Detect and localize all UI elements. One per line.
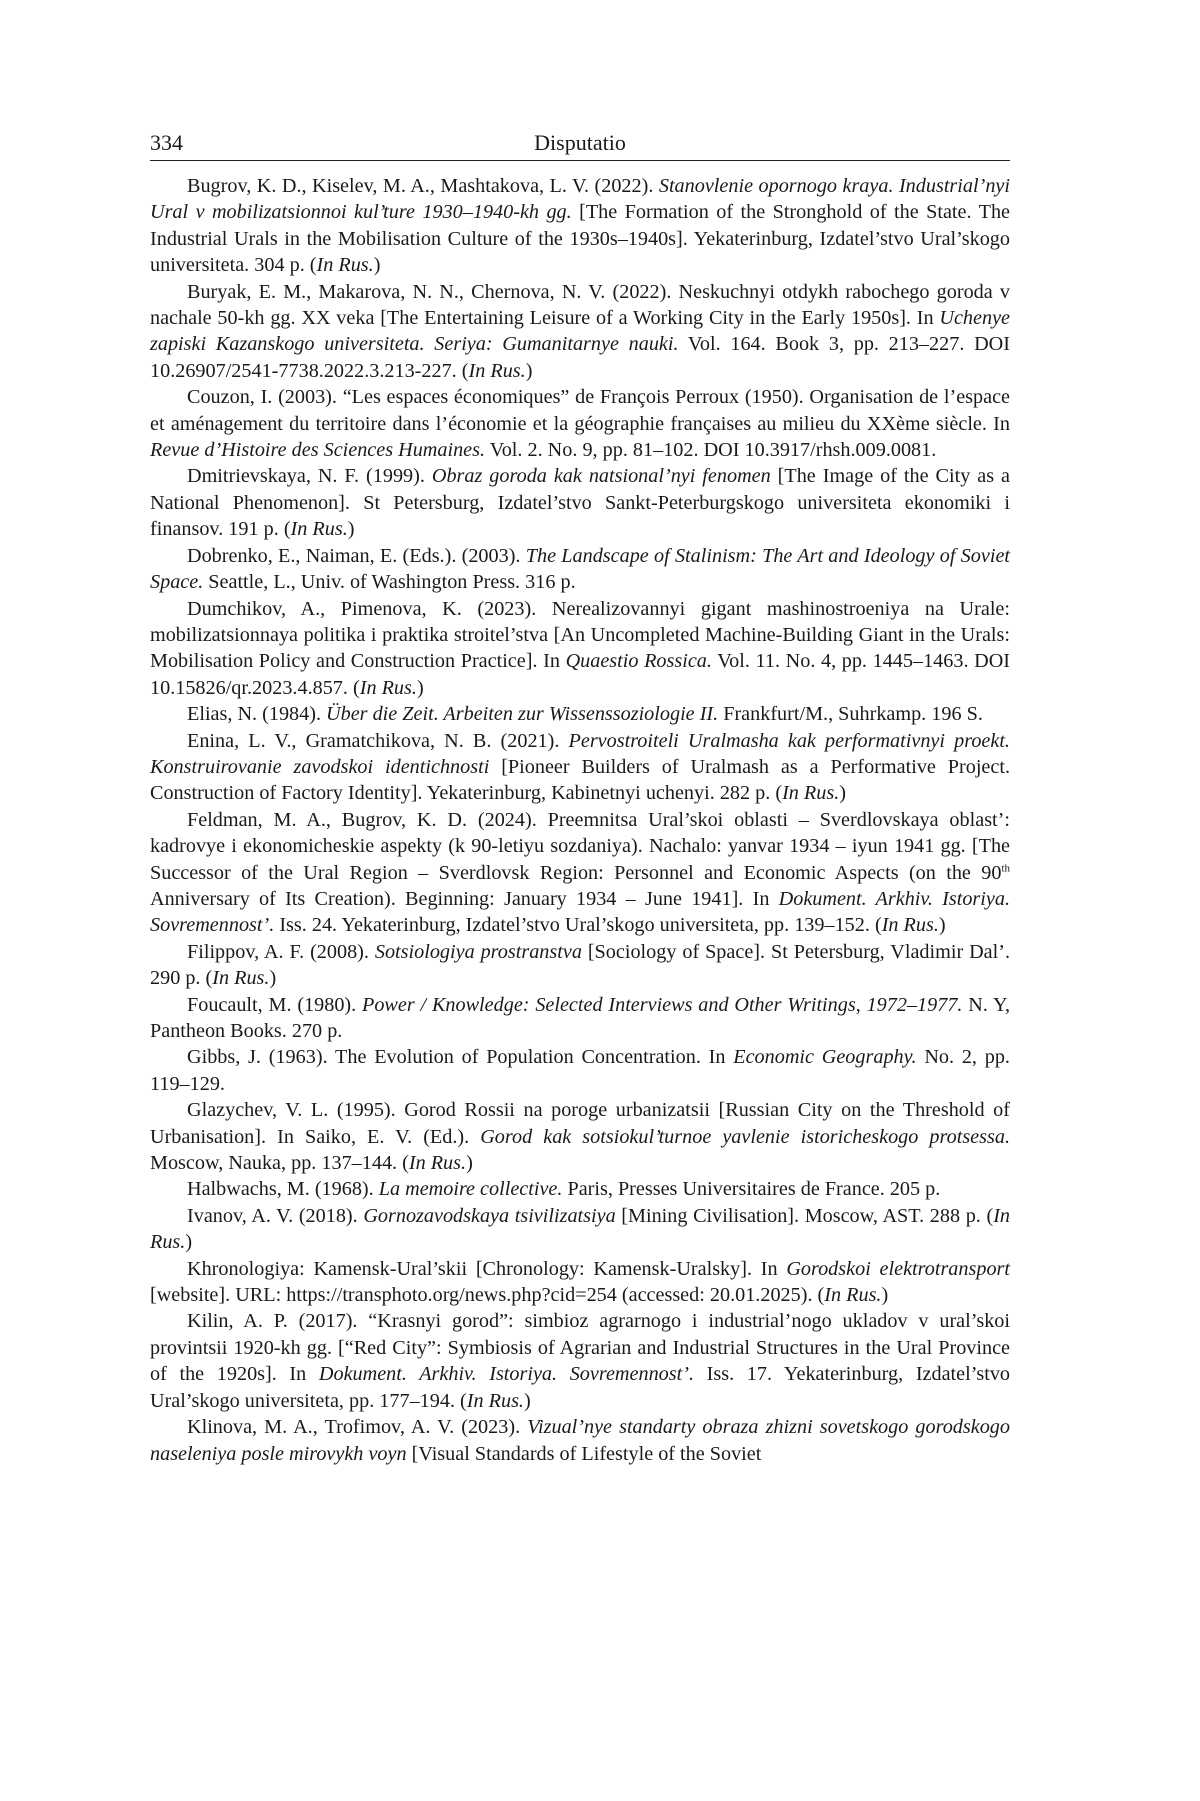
reference-text: Anniversary of Its Creation). Beginning: January 1934 – June 1941]. In — [150, 888, 779, 910]
reference-list — [150, 173, 1010, 1467]
reference-italic-text: Gorod kak sotsiokul’turnoe yavlenie istoricheskogo protsessa. — [480, 1126, 1010, 1148]
reference-text: Iss. 17. Yekaterinburg, Izdatel’stvo Ural’skogo universiteta, pp. 177–194. ( — [150, 1363, 1010, 1411]
reference-italic-text: In Rus. — [150, 1205, 1010, 1253]
reference-text: [Pioneer Builders of Uralmash as a Performative Project. Construction of Factory Identity]. Yekaterinburg, Kabinetnyi uchenyi. 282 p. ( — [150, 756, 1010, 804]
reference-entry — [150, 1414, 1010, 1467]
reference-text: ) — [839, 782, 846, 804]
reference-entry — [150, 543, 1010, 596]
reference-italic-text: Power / Knowledge: Selected Interviews and Other Writings, 1972–1977. — [362, 994, 962, 1016]
reference-superscript: th — [1001, 862, 1010, 874]
reference-italic-text: Obraz goroda kak natsional’nyi fenomen — [432, 465, 771, 487]
reference-text: Paris, Presses Universitaires de France. 205 p. — [562, 1178, 940, 1200]
reference-text: Filippov, A. F. (2008). — [187, 941, 375, 963]
reference-entry — [150, 596, 1010, 702]
page — [150, 128, 1010, 1467]
reference-text: Moscow, Nauka, pp. 137–144. ( — [150, 1152, 409, 1174]
reference-italic-text: In Rus. — [317, 254, 374, 276]
reference-italic-text: Uchenye zapiski Kazanskogo universiteta. Seriya: Gumanitarnye nauki. — [150, 307, 1010, 355]
reference-text: Foucault, M. (1980). — [187, 994, 362, 1016]
reference-text: Ivanov, A. V. (2018). — [187, 1205, 363, 1227]
reference-text: ) — [466, 1152, 473, 1174]
reference-text: Halbwachs, M. (1968). — [187, 1178, 379, 1200]
reference-entry — [150, 1203, 1010, 1256]
reference-text: ) — [348, 518, 355, 540]
reference-text: Klinova, M. A., Trofimov, A. V. (2023). — [187, 1416, 527, 1438]
reference-text: ) — [185, 1231, 192, 1253]
reference-text: [The Formation of the Stronghold of the State. The Industrial Urals in the Mobilisation Culture of the 1930s–1940s]. Yekaterinburg, Izdatel’stvo Ural’skogo universiteta. 304 p. ( — [150, 201, 1010, 276]
reference-italic-text: The Landscape of Stalinism: The Art and Ideology of Soviet Space. — [150, 545, 1010, 593]
reference-italic-text: Quaestio Rossica. — [566, 650, 712, 672]
reference-text: [Visual Standards of Lifestyle of the Soviet — [407, 1443, 762, 1465]
reference-entry — [150, 992, 1010, 1045]
reference-text: Seattle, L., Univ. of Washington Press. 316 p. — [203, 571, 575, 593]
reference-text: Gibbs, J. (1963). The Evolution of Population Concentration. In — [187, 1046, 733, 1068]
reference-italic-text: Vizual’nye standarty obraza zhizni sovetskogo gorodskogo naseleniya posle mirovykh voyn — [150, 1416, 1010, 1464]
reference-text: Khronologiya: Kamensk-Ural’skii [Chronology: Kamensk-Uralsky]. In — [187, 1258, 786, 1280]
reference-text: N. Y, Pantheon Books. 270 p. — [150, 994, 1010, 1042]
reference-text: Buryak, E. M., Makarova, N. N., Chernova, N. V. (2022). Neskuchnyi otdykh rabochego goroda v nachale 50-kh gg. XX veka [The Entertaining Leisure of a Working City in the Early 1950s]. In — [150, 281, 1010, 329]
reference-text: [website]. URL: https://transphoto.org/news.php?cid=254 (accessed: 20.01.2025). ( — [150, 1284, 824, 1306]
reference-italic-text: Dokument. Arkhiv. Istoriya. Sovremennost’. — [150, 888, 1010, 936]
reference-entry — [150, 1097, 1010, 1176]
reference-entry — [150, 728, 1010, 807]
reference-italic-text: In Rus. — [824, 1284, 881, 1306]
reference-italic-text: Revue d’Histoire des Sciences Humaines. — [150, 439, 485, 461]
reference-text: [Mining Civilisation]. Moscow, AST. 288 p. ( — [616, 1205, 994, 1227]
reference-italic-text: La memoire collective. — [379, 1178, 563, 1200]
reference-entry — [150, 939, 1010, 992]
reference-text: ) — [881, 1284, 888, 1306]
reference-entry — [150, 1308, 1010, 1414]
reference-italic-text: In Rus. — [409, 1152, 466, 1174]
reference-italic-text: In Rus. — [882, 914, 939, 936]
reference-italic-text: Gorodskoi elektrotransport — [786, 1258, 1010, 1280]
reference-italic-text: Stanovlenie opornogo kraya. Industrial’nyi Ural v mobilizatsionnoi kul’ture 1930–1940-kh gg. — [150, 175, 1010, 223]
reference-text: [Sociology of Space]. St Petersburg, Vladimir Dal’. 290 p. ( — [150, 941, 1010, 989]
reference-text: Iss. 24. Yekaterinburg, Izdatel’stvo Ural’skogo universiteta, pp. 139–152. ( — [274, 914, 881, 936]
reference-text: Elias, N. (1984). — [187, 703, 326, 725]
reference-italic-text: Pervostroiteli Uralmasha kak performativnyi proekt. Konstruirovanie zavodskoi identichnosti — [150, 730, 1010, 778]
reference-entry — [150, 279, 1010, 385]
reference-entry — [150, 384, 1010, 463]
reference-text: Kilin, A. P. (2017). “Krasnyi gorod”: simbioz agrarnogo i industrial’nogo ukladov v ural’skoi provintsii 1920-kh gg. [“Red City”: Symbiosis of Agrarian and Industrial Structures in the Ural Province of the 1920s]. In — [150, 1310, 1010, 1385]
reference-entry — [150, 173, 1010, 279]
reference-text: ) — [524, 1390, 531, 1412]
reference-text: Couzon, I. (2003). “Les espaces économiques” de François Perroux (1950). Organisation de l’espace et aménagement du territoire dans l’économie et la géographie françaises au milieu du XXème siècle. In — [150, 386, 1010, 434]
reference-text: Glazychev, V. L. (1995). Gorod Rossii na poroge urbanizatsii [Russian City on the Threshold of Urbanisation]. In Saiko, E. V. (Ed.). — [150, 1099, 1010, 1147]
reference-entry — [150, 701, 1010, 727]
reference-text: Vol. 164. Book 3, pp. 213–227. DOI 10.26907/2541-7738.2022.3.213-227. ( — [150, 333, 1010, 381]
journal-title: Disputatio — [150, 128, 1010, 158]
reference-italic-text: Dokument. Arkhiv. Istoriya. Sovremennost’. — [319, 1363, 694, 1385]
reference-italic-text: Über die Zeit. Arbeiten zur Wissenssoziologie II. — [326, 703, 718, 725]
reference-text: Dmitrievskaya, N. F. (1999). — [187, 465, 432, 487]
reference-text: ) — [526, 360, 533, 382]
reference-entry — [150, 1044, 1010, 1097]
reference-italic-text: In Rus. — [360, 677, 417, 699]
running-header — [150, 128, 1010, 161]
reference-text: ) — [417, 677, 424, 699]
reference-entry — [150, 1176, 1010, 1202]
reference-text: ) — [939, 914, 946, 936]
page-number: 334 — [150, 128, 183, 158]
reference-entry — [150, 463, 1010, 542]
reference-text: Vol. 11. No. 4, pp. 1445–1463. DOI 10.15826/qr.2023.4.857. ( — [150, 650, 1010, 698]
reference-italic-text: Gornozavodskaya tsivilizatsiya — [363, 1205, 615, 1227]
reference-italic-text: In Rus. — [469, 360, 526, 382]
reference-italic-text: In Rus. — [782, 782, 839, 804]
reference-text: [The Image of the City as a National Phenomenon]. St Petersburg, Izdatel’stvo Sankt-Peterburgskogo universiteta ekonomiki i finansov. 191 p. ( — [150, 465, 1010, 540]
reference-text: Frankfurt/M., Suhrkamp. 196 S. — [718, 703, 983, 725]
reference-entry — [150, 1256, 1010, 1309]
reference-italic-text: In Rus. — [467, 1390, 524, 1412]
reference-text: ) — [374, 254, 381, 276]
reference-text: Dumchikov, A., Pimenova, K. (2023). Nerealizovannyi gigant mashinostroeniya na Urale: mobilizatsionnaya politika i praktika stroitel’stva [An Uncompleted Machine-Building Giant in the Urals: Mobilisation Policy and Construction Practice]. In — [150, 598, 1010, 673]
reference-entry — [150, 807, 1010, 939]
reference-text: Feldman, M. A., Bugrov, K. D. (2024). Preemnitsa Ural’skoi oblasti – Sverdlovskaya oblast’: kadrovye i ekonomicheskie aspekty (k 90-letiyu sozdaniya). Nachalo: yanvar 1934 – iyun 1941 gg. [The Successor of the Ural Region – Sverdlovsk Region: Personnel and Economic Aspects (on the 90 — [150, 809, 1010, 884]
reference-text: Vol. 2. No. 9, pp. 81–102. DOI 10.3917/rhsh.009.0081. — [485, 439, 936, 461]
reference-italic-text: Economic Geography. — [733, 1046, 916, 1068]
reference-italic-text: Sotsiologiya prostranstva — [375, 941, 582, 963]
reference-text: Enina, L. V., Gramatchikova, N. B. (2021). — [187, 730, 569, 752]
reference-text: No. 2, pp. 119–129. — [150, 1046, 1010, 1094]
reference-text: Bugrov, K. D., Kiselev, M. A., Mashtakova, L. V. (2022). — [187, 175, 659, 197]
reference-italic-text: In Rus. — [291, 518, 348, 540]
reference-text: ) — [269, 967, 276, 989]
reference-text: Dobrenko, E., Naiman, E. (Eds.). (2003). — [187, 545, 526, 567]
reference-italic-text: In Rus. — [212, 967, 269, 989]
